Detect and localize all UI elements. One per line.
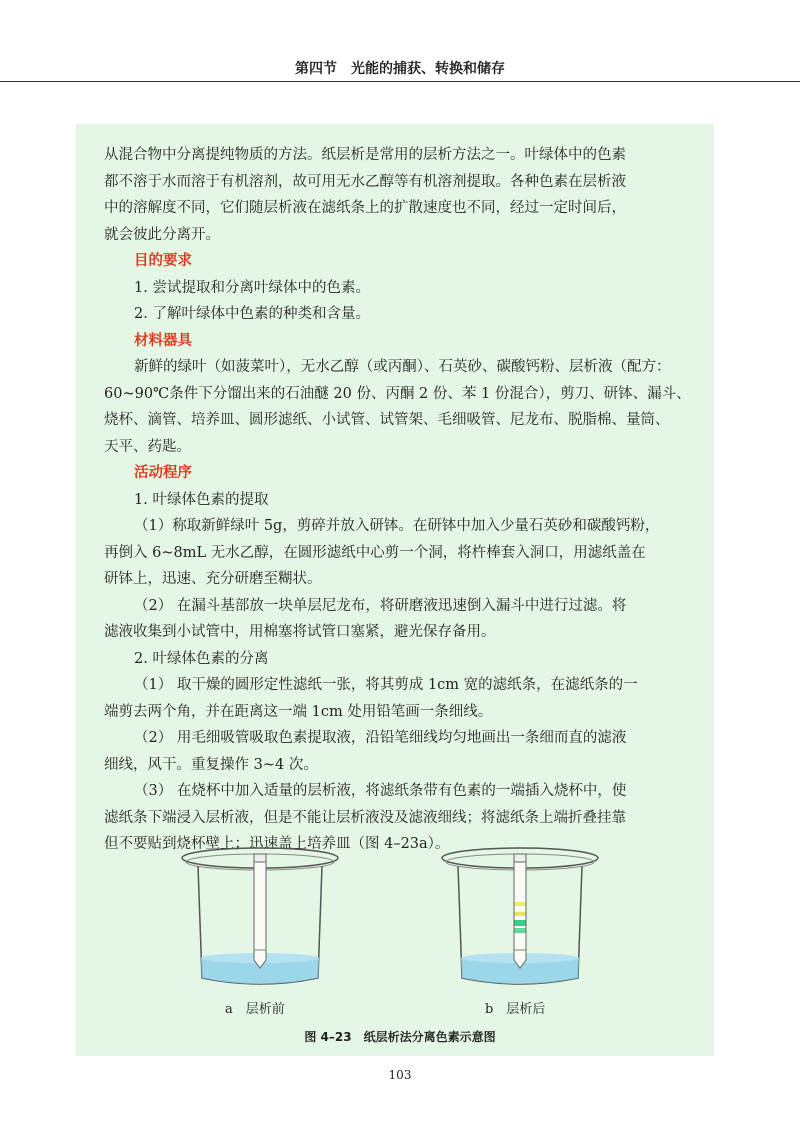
materials-line: 新鲜的绿叶（如菠菜叶），无水乙醇（或丙酮）、石英砂、碳酸钙粉、层析液（配方： [134, 359, 671, 375]
goal-heading: 目的要求 [134, 253, 192, 269]
step-line: （2） 在漏斗基部放一块单层尼龙布，将研磨液迅速倒入漏斗中进行过滤。将 [134, 597, 627, 614]
sub-caption-before: a 层析前 [225, 1002, 285, 1017]
materials-line: 烧杯、滴管、培养皿、圆形滤纸、小试管、试管架、毛细吸管、尼龙布、脱脂棉、量筒、 [104, 412, 670, 428]
materials-heading: 材料器具 [134, 332, 192, 349]
activity-content [104, 142, 704, 858]
beaker-before-drawing [180, 840, 340, 1000]
page-header [0, 0, 800, 82]
step-line: 研钵上，迅速、充分研磨至糊状。 [104, 571, 322, 587]
beaker-before-illustration [180, 840, 340, 1000]
procedure-heading: 活动程序 [134, 465, 192, 481]
step-line: 滤液收集到小试管中，用棉塞将试管口塞紧，避光保存备用。 [104, 624, 496, 640]
goal-item: 1. 尝试提取和分离叶绿体中的色素。 [134, 279, 370, 296]
goal-item: 2. 了解叶绿体中色素的种类和含量。 [134, 306, 370, 322]
step-line: （1）称取新鲜绿叶 5g，剪碎并放入研钵。在研钵中加入少量石英砂和碳酸钙粉， [134, 518, 660, 534]
beaker-after-drawing [440, 840, 600, 1000]
step-line: 端剪去两个角，并在距离这一端 1cm 处用铅笔画一条细线。 [104, 703, 493, 720]
figure-4-23 [150, 830, 650, 1050]
intro-line: 中的溶解度不同，它们随层析液在滤纸条上的扩散速度也不同，经过一定时间后， [104, 200, 626, 216]
step-line: （2） 用毛细吸管吸取色素提取液，沿铅笔细线均匀地画出一条细而直的滤液 [134, 730, 627, 746]
step-line: （1） 取干燥的圆形定性滤纸一张，将其剪成 1cm 宽的滤纸条，在滤纸条的一 [134, 677, 638, 693]
figure-caption: 图 4–23 纸层析法分离色素示意图 [304, 1030, 496, 1044]
step-line: 再倒入 6~8mL 无水乙醇，在圆形滤纸中心剪一个洞，将杵棒套入洞口，用滤纸盖在 [104, 544, 646, 561]
materials-line: 天平、药匙。 [104, 438, 191, 455]
page-number: 103 [388, 1068, 412, 1082]
chapter-section-title: 第四节 光能的捕获、转换和储存 [295, 61, 505, 77]
step-title: 1. 叶绿体色素的提取 [134, 491, 269, 508]
step-line: （3） 在烧杯中加入适量的层析液，将滤纸条带有色素的一端插入烧杯中，使 [134, 783, 627, 799]
step-line: 但不要贴到烧杯壁上；迅速盖上培养皿（图 4–23a）。 [104, 836, 450, 852]
step-title: 2. 叶绿体色素的分离 [134, 650, 269, 667]
step-line: 细线，风干。重复操作 3~4 次。 [104, 756, 318, 773]
intro-line: 从混合物中分离提纯物质的方法。纸层析是常用的层析方法之一。叶绿体中的色素 [104, 147, 626, 163]
header-divider [0, 81, 800, 82]
intro-line: 都不溶于水而溶于有机溶剂，故可用无水乙醇等有机溶剂提取。各种色素在层析液 [104, 173, 626, 190]
materials-line: 60~90℃条件下分馏出来的石油醚 20 份、丙酮 2 份、苯 1 份混合），剪刀、研钵、漏斗、 [104, 385, 691, 402]
step-line: 滤纸条下端浸入层析液，但是不能让层析液没及滤液细线；将滤纸条上端折叠挂靠 [104, 809, 626, 826]
beaker-after-illustration [440, 840, 600, 1000]
intro-line: 就会彼此分离开。 [104, 226, 220, 243]
sub-caption-after: b 层析后 [485, 1002, 546, 1017]
